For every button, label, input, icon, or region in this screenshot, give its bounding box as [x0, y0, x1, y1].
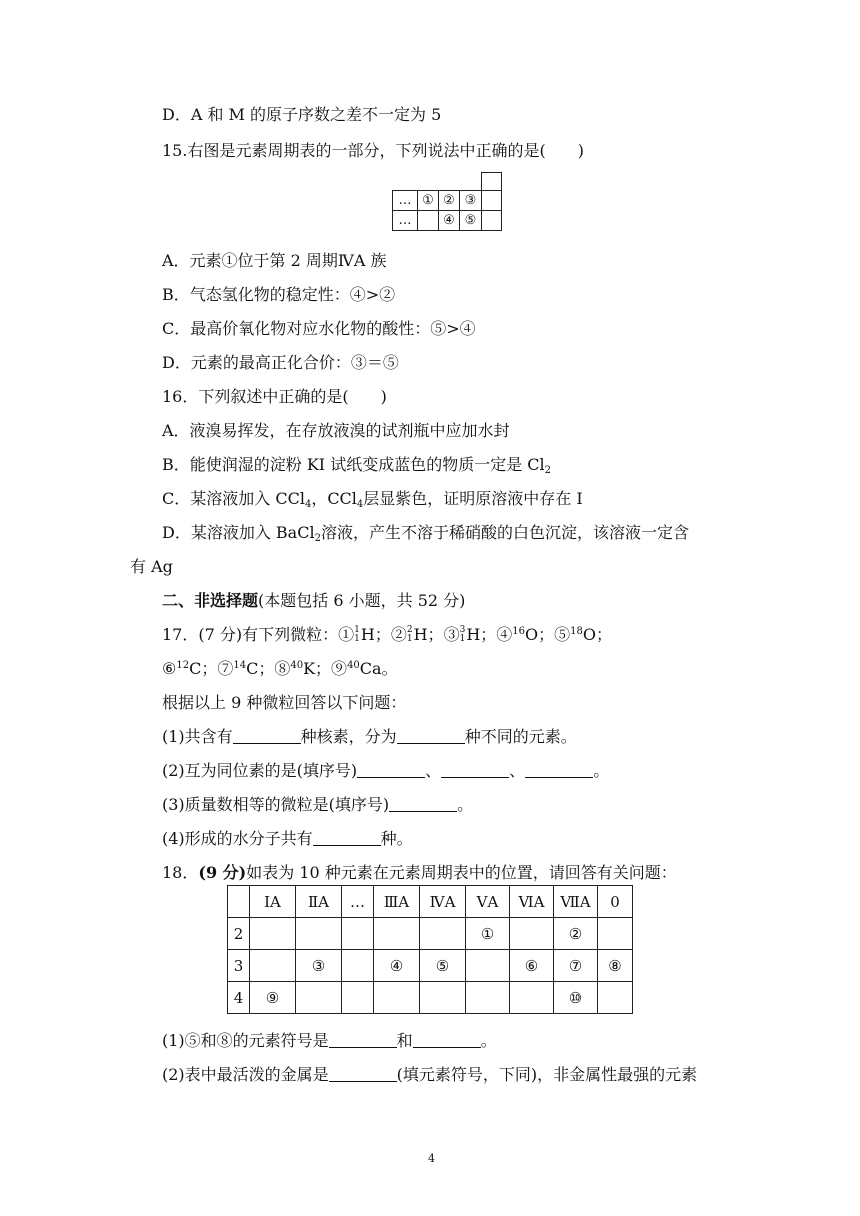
answer-blank[interactable]: [441, 763, 509, 778]
table-cell: ⅥA: [510, 886, 554, 918]
answer-blank[interactable]: [397, 729, 465, 744]
table-row: [228, 918, 633, 950]
q16-option-d: [162, 522, 689, 544]
answer-blank[interactable]: [233, 729, 301, 744]
table-cell: ⑨: [250, 982, 296, 1014]
table-cell: [342, 950, 374, 982]
table-cell: [374, 982, 420, 1014]
mini-cell: ②: [438, 190, 460, 211]
particle-9: ⑨$^{40}$Ca。: [331, 659, 398, 678]
mini-cell: [417, 210, 439, 231]
q15-option-a: A．元素①位于第 2 周期ⅣA 族: [162, 251, 387, 270]
q16c-text1: C．某溶液加入 CCl: [162, 489, 305, 508]
mini-cell: [481, 190, 502, 211]
q16-option-a: A．液溴易挥发，在存放液溴的试剂瓶中应加水封: [162, 421, 510, 440]
table-cell: [374, 918, 420, 950]
particle-2: ② 2 1 H；: [390, 625, 444, 644]
table-cell: 4: [228, 982, 250, 1014]
table-cell: ⅤA: [466, 886, 510, 918]
table-cell: [598, 918, 633, 950]
table-cell: [296, 918, 342, 950]
table-cell: [466, 950, 510, 982]
answer-blank[interactable]: [413, 1033, 481, 1048]
table-cell: [510, 918, 554, 950]
q16-option-d-continued: 有 Ag: [130, 557, 173, 576]
answer-blank[interactable]: [357, 763, 425, 778]
mini-cell: ③: [459, 190, 482, 211]
particle-1: ① 1 1 H；: [338, 625, 391, 644]
mini-cell: ⑤: [459, 210, 482, 231]
q17-particles-line2: [162, 658, 398, 680]
table-cell: ②: [554, 918, 598, 950]
q17-part4: (4)形成的水分子共有 种。: [162, 829, 413, 848]
particle-7: ⑦$^{14}$C；: [217, 659, 275, 678]
table-row: [228, 950, 633, 982]
q16c-text3: 层显紫色，证明原溶液中存在 I: [363, 489, 583, 508]
particle-5: ⑤$^{18}$O；: [554, 625, 613, 644]
table-cell: ⅡA: [296, 886, 342, 918]
table-cell: ⅢA: [374, 886, 420, 918]
q18-stem: 18．(9 分)如表为 10 种元素在元素周期表中的位置，请回答有关问题：: [162, 863, 677, 882]
q15-option-b: B．气态氢化物的稳定性：④>②: [162, 285, 396, 304]
q16d-sub: 2: [314, 533, 321, 544]
table-cell: [420, 918, 466, 950]
table-cell: ③: [296, 950, 342, 982]
table-cell: ⑥: [510, 950, 554, 982]
table-cell: ⅠA: [250, 886, 296, 918]
q14-option-d: D．A 和 M 的原子序数之差不一定为 5: [162, 105, 442, 124]
table-cell: [342, 918, 374, 950]
table-cell: ⅣA: [420, 886, 466, 918]
table-cell: ⑦: [554, 950, 598, 982]
table-cell: ①: [466, 918, 510, 950]
q18-part2: (2)表中最活泼的金属是 (填元素符号，下同)，非金属性最强的元素: [162, 1065, 698, 1084]
mini-cell: …: [392, 190, 418, 211]
q16c-text2: ，CCl: [311, 489, 357, 508]
q17-intro: 根据以上 9 种微粒回答以下问题：: [162, 693, 407, 712]
table-cell: 2: [228, 918, 250, 950]
periodic-table: [227, 885, 633, 1014]
particle-4: ④$^{16}$O；: [496, 625, 555, 644]
q16-stem: 16．下列叙述中正确的是( ): [162, 387, 387, 406]
table-cell: [598, 982, 633, 1014]
table-cell: ④: [374, 950, 420, 982]
page-number: 4: [428, 1152, 435, 1165]
table-cell: ⑩: [554, 982, 598, 1014]
q16-option-c: [162, 488, 583, 510]
particle-8: ⑧$^{40}$K；: [274, 659, 332, 678]
particle-6: ⑥$^{12}$C；: [162, 659, 218, 678]
mini-top-cell: [481, 172, 502, 191]
table-header-row: [228, 886, 633, 918]
table-cell: 3: [228, 950, 250, 982]
q15-option-d: D．元素的最高正化合价：③＝⑤: [162, 353, 399, 372]
section-title: 二、非选择题: [162, 591, 259, 610]
q15-option-c: C．最高价氧化物对应水化物的酸性：⑤>④: [162, 319, 476, 338]
mini-cell: …: [392, 210, 418, 231]
section-heading: [162, 590, 465, 612]
table-cell: [342, 982, 374, 1014]
answer-blank[interactable]: [329, 1033, 397, 1048]
mini-cell: [481, 210, 502, 231]
table-cell: [250, 950, 296, 982]
q16b-text: B．能使润湿的淀粉 KI 试纸变成蓝色的物质一定是 Cl: [162, 455, 545, 474]
q17-stem: [162, 624, 612, 646]
mini-cell: ④: [438, 210, 460, 231]
answer-blank[interactable]: [389, 797, 457, 812]
q18-part1: (1)⑤和⑧的元素符号是 和 。: [162, 1031, 497, 1050]
section-note: (本题包括 6 小题，共 52 分): [258, 591, 466, 610]
q16d-text1: D．某溶液加入 BaCl: [162, 523, 315, 542]
table-cell: ⑤: [420, 950, 466, 982]
q16c-sub2: 4: [356, 499, 364, 510]
q17-lead: 17．(7 分)有下列微粒：: [162, 625, 339, 644]
q16c-sub1: 4: [304, 499, 312, 510]
table-cell: ⅦA: [554, 886, 598, 918]
q16d-text2: 溶液，产生不溶于稀硝酸的白色沉淀，该溶液一定含: [320, 523, 689, 542]
table-cell: [228, 886, 250, 918]
answer-blank[interactable]: [313, 831, 381, 846]
answer-blank[interactable]: [525, 763, 593, 778]
table-cell: 0: [598, 886, 633, 918]
particle-3: ③ 3 1 H；: [443, 625, 497, 644]
q16b-sub: 2: [544, 465, 552, 476]
q17-part3: (3)质量数相等的微粒是(填序号) 。: [162, 795, 474, 814]
q17-part2: (2)互为同位素的是(填序号) 、 、 。: [162, 761, 610, 780]
q16-option-b: [162, 454, 551, 476]
table-cell: …: [342, 886, 374, 918]
mini-cell: ①: [417, 190, 439, 211]
table-cell: ⑧: [598, 950, 633, 982]
table-cell: [296, 982, 342, 1014]
answer-blank[interactable]: [329, 1067, 397, 1082]
q17-part1: (1)共含有 种核素，分为 种不同的元素。: [162, 727, 577, 746]
q15-stem: 15.右图是元素周期表的一部分，下列说法中正确的是( ): [162, 141, 584, 160]
table-cell: [510, 982, 554, 1014]
table-cell: [420, 982, 466, 1014]
table-cell: [466, 982, 510, 1014]
table-cell: [250, 918, 296, 950]
table-row: [228, 982, 633, 1014]
